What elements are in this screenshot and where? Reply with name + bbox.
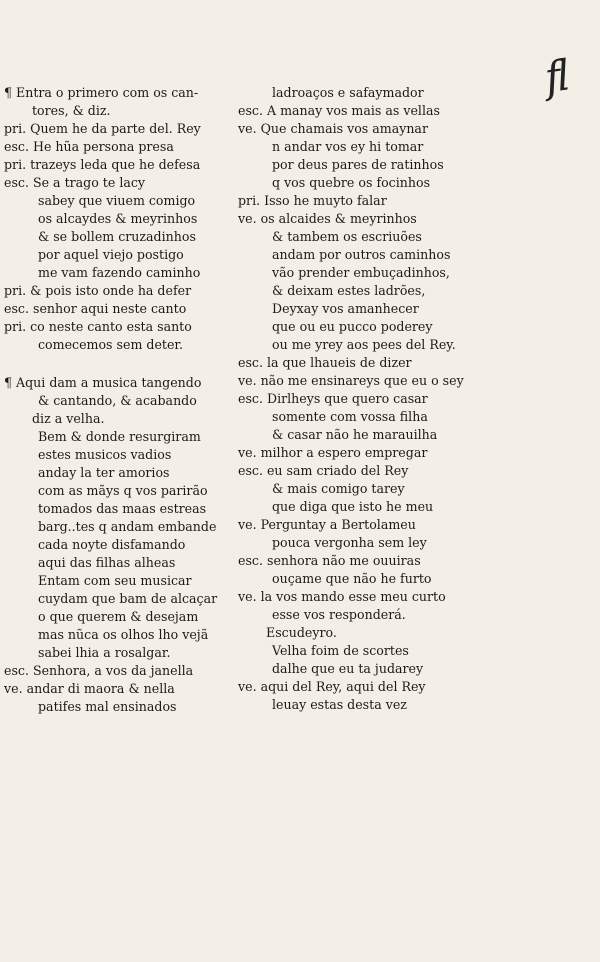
text-line: pouca vergonha sem ley xyxy=(272,535,427,550)
text-line: ouçame que não he furto xyxy=(272,571,432,586)
text-line: patifes mal ensinados xyxy=(38,699,177,714)
text-line: pri. trazeys leda que he defesa xyxy=(4,157,201,172)
right-column xyxy=(238,84,470,714)
left-column xyxy=(4,84,242,716)
text-line: & deixam estes ladrões, xyxy=(272,283,426,298)
text-line: ¶ Aqui dam a musica tangendo xyxy=(4,375,202,390)
text-line: dalhe que eu ta judarey xyxy=(272,661,424,676)
text-line: Deyxay vos amanhecer xyxy=(272,301,419,316)
text-line: & tambem os escriuões xyxy=(272,229,422,244)
text-line: com as mãys q vos parirão xyxy=(38,483,208,498)
text-line: ve. Que chamais vos amaynar xyxy=(238,121,428,136)
text-line: esc. Dirlheys que quero casar xyxy=(238,391,428,406)
text-line: ve. não me ensinareys que eu o sey xyxy=(238,373,464,388)
text-line: mas nũca os olhos lho vejã xyxy=(38,627,209,642)
text-line: n andar vos ey hi tomar xyxy=(272,139,424,154)
text-line: & se bollem cruzadinhos xyxy=(38,229,196,244)
text-line: aqui das filhas alheas xyxy=(38,555,176,570)
text-line: ve. andar di maora & nella xyxy=(4,681,175,696)
text-line: esc. Se a trago te lacy xyxy=(4,175,146,190)
text-line: tores, & diz. xyxy=(32,103,111,118)
text-line: que diga que isto he meu xyxy=(272,499,434,514)
text-line: & casar não he marauilha xyxy=(272,427,438,442)
text-line: ve. aqui del Rey, aqui del Rey xyxy=(238,679,426,694)
text-line: q vos quebre os focinhos xyxy=(272,175,431,190)
text-line: & cantando, & acabando xyxy=(38,393,197,408)
text-line: sabey que viuem comigo xyxy=(38,193,196,208)
text-line: & mais comigo tarey xyxy=(272,481,405,496)
text-line: me vam fazendo caminho xyxy=(38,265,201,280)
text-line: andam por outros caminhos xyxy=(272,247,451,262)
text-line: Escudeyro. xyxy=(266,625,337,640)
text-line: esc. senhor aqui neste canto xyxy=(4,301,187,316)
text-line: vão prender embuçadinhos, xyxy=(272,265,450,280)
folio-number: fl xyxy=(541,50,570,103)
text-line: ladroaços e safaymador xyxy=(272,85,424,100)
text-line: esc. A manay vos mais as vellas xyxy=(238,103,440,118)
text-line: ve. la vos mando esse meu curto xyxy=(238,589,446,604)
text-line: leuay estas desta vez xyxy=(272,697,407,712)
text-line: pri. Quem he da parte del. Rey xyxy=(4,121,201,136)
text-line: esc. eu sam criado del Rey xyxy=(238,463,409,478)
text-line: cada noyte disfamando xyxy=(38,537,186,552)
text-line: por aquel viejo postigo xyxy=(38,247,184,262)
text-line: ve. milhor a espero empregar xyxy=(238,445,428,460)
text-line: pri. & pois isto onde ha defer xyxy=(4,283,192,298)
text-line: somente com vossa filha xyxy=(272,409,428,424)
text-line: pri. Isso he muyto falar xyxy=(238,193,387,208)
text-line: barg..tes q andam embande xyxy=(38,519,217,534)
text-line: esse vos responderá. xyxy=(272,607,406,622)
text-line: estes musicos vadios xyxy=(38,447,172,462)
text-line: ve. Perguntay a Bertolameu xyxy=(238,517,416,532)
text-line: os alcaydes & meyrinhos xyxy=(38,211,198,226)
text-line: Bem & donde resurgiram xyxy=(38,429,201,444)
text-line: comecemos sem deter. xyxy=(38,337,184,352)
text-line: ou me yrey aos pees del Rey. xyxy=(272,337,456,352)
text-line: cuydam que bam de alcaçar xyxy=(38,591,218,606)
text-line: sabei lhia a rosalgar. xyxy=(38,645,171,660)
text-line: esc. senhora não me ouuiras xyxy=(238,553,421,568)
text-line: anday la ter amorios xyxy=(38,465,170,480)
text-line: ¶ Entra o primero com os can- xyxy=(4,85,199,100)
text-line: diz a velha. xyxy=(32,411,105,426)
text-line: que ou eu pucco poderey xyxy=(272,319,433,334)
text-line: pri. co neste canto esta santo xyxy=(4,319,192,334)
text-line: tomados das maas estreas xyxy=(38,501,207,516)
text-line: esc. He hũa persona presa xyxy=(4,139,174,154)
text-line: esc. la que lhaueis de dizer xyxy=(238,355,412,370)
line-gap xyxy=(4,354,242,374)
text-line: ve. os alcaides & meyrinhos xyxy=(238,211,417,226)
text-line: Entam com seu musicar xyxy=(38,573,192,588)
text-line: Velha foim de scortes xyxy=(272,643,409,658)
text-line: esc. Senhora, a vos da janella xyxy=(4,663,194,678)
text-line: o que querem & desejam xyxy=(38,609,199,624)
text-line: por deus pares de ratinhos xyxy=(272,157,444,172)
